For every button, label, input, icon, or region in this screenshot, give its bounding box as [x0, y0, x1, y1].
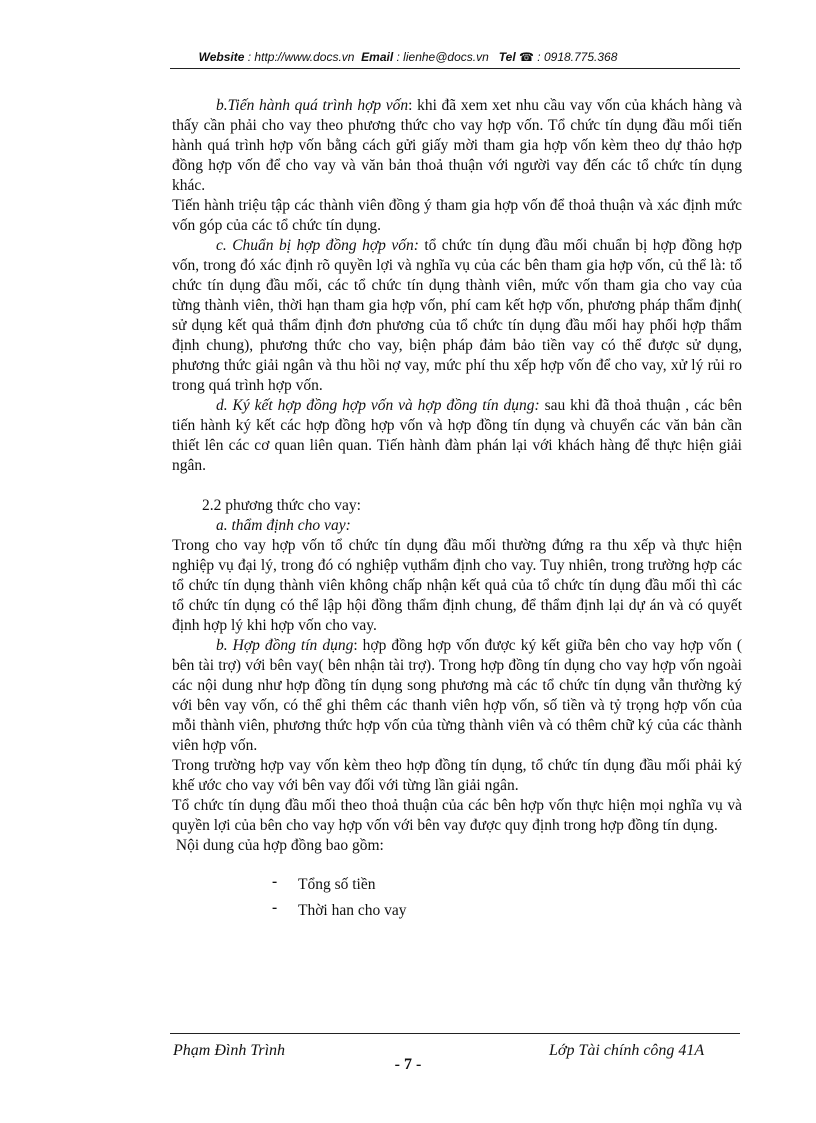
list-item — [272, 872, 742, 898]
page-header — [0, 50, 816, 64]
list-item — [272, 898, 742, 924]
footer-rule — [170, 1033, 740, 1034]
subheading-a-appraisal: a. thẩm định cho vay: — [216, 517, 351, 534]
tel-label: Tel ☎ — [498, 50, 534, 64]
paragraph-text: tổ chức tín dụng đầu mối chuẩn bị hợp đồng hợp vốn, trong đó xác định rõ quyền lợi và nghĩa vụ của các bên tham gia hợp vốn, củ thể là: tổ chức tín dụng đầu mối, các tổ chức tín dụng thành viên, mức vốn tham gia cho vay của từng thành viên, thời hạn tham gia hợp vốn, phí cam kết hợp vốn, phương pháp thẩm định( sử dụng kết quả thẩm định đơn phương của tổ chức tín dụng đầu mối hay phối hợp thẩm định chung), phương thức cho vay, biện pháp đảm bảo tiền vay có thể được sử dụng, phương thức giải ngân và thu hồi nợ vay, mức phí thu xếp hợp vốn để cho vay, xử lý rủi ro trong quá trình hợp vốn. — [172, 237, 742, 394]
paragraph-d-sign — [172, 396, 742, 476]
paragraph-obligations: Tổ chức tín dụng đầu mối theo thoả thuận của các bên hợp vốn thực hiện mọi nghĩa vụ và quyền lợi của bên cho vay hợp vốn với bên vay được quy định trong hợp đồng tín dụng. — [172, 797, 742, 834]
heading-b-process: b.Tiến hành quá trình hợp vốn — [216, 97, 409, 114]
dash-bullet-icon: - — [272, 899, 278, 916]
paragraph-c-prepare — [172, 236, 742, 396]
header-rule — [170, 68, 740, 69]
paragraph-appraisal: Trong cho vay hợp vốn tổ chức tín dụng đầu mối thường đứng ra thu xếp và thực hiện nghiệp vụ đại lý, trong đó có nghiệp vụthẩm định cho vay. Tuy nhiên, trong trường hợp các tổ chức tín dụng thành viên không chấp nhận kết quả của tổ chức tín dụng đầu mối thì các tổ chức tín dụng có thể lập hội đồng thẩm định chung, để thẩm định lại dự án và có quyết định hợp lý khi hợp vốn cho vay. — [172, 537, 742, 634]
footer-class: Lớp Tài chính công 41A — [549, 1042, 705, 1059]
dash-bullet-icon: - — [272, 873, 278, 890]
heading-d-sign: d. Ký kết hợp đồng hợp vốn và hợp đồng tín dụng: — [216, 397, 540, 414]
contents-list — [172, 872, 742, 924]
section-heading: 2.2 phương thức cho vay: — [202, 497, 361, 514]
email-label: Email — [361, 50, 394, 64]
list-item-text: Tổng số tiền — [298, 876, 376, 893]
tel-value: : 0918.775.368 — [537, 50, 618, 64]
paragraph-text: : khi đã xem xet nhu cầu vay vốn của khách hàng và thấy cần phải cho vay theo phương thức cho vay hợp vốn. Tổ chức tín dụng đầu mối tiến hành quá trình hợp vốn bằng cách gửi giấy mời tham gia hợp vốn kèm theo dự thảo hợp đồng hợp vốn để cho vay và văn bản thoả thuận với người vay đến các tổ chức tín dụng khác. — [172, 97, 743, 194]
paragraph-text: : hợp đồng hợp vốn được ký kết giữa bên cho vay hợp vốn ( bên tài trợ) với bên vay( bên nhận tài trợ). Trong hợp đồng tín dụng cho vay hợp vốn ngoài các nội dung như hợp đồng tín dụng song phương mà các tổ chức tín dụng vẫn thường ký với bên vay vốn, có thể ghi thêm các thanh viên hợp vốn, số tiền và tỷ trọng hợp vốn của mỗi thành viên, phương thức hợp vốn của từng thành viên và có thêm chữ ký của các thành viên hợp vốn. — [172, 637, 742, 754]
document-body — [172, 96, 742, 924]
footer-author: Phạm Đình Trình — [173, 1042, 286, 1059]
list-item-text: Thời han cho vay — [298, 902, 407, 919]
paragraph-b-process — [172, 96, 742, 196]
heading-c-prepare: c. Chuẩn bị hợp đồng hợp vốn: — [216, 237, 419, 254]
website-value: : http://www.docs.vn — [247, 50, 355, 64]
paragraph-text: sau khi đã thoả thuận , các bên tiến hành ký kết các hợp đồng hợp vốn và hợp đồng tín dụng và chuyển các văn bản cần thiết lên các cơ quan liên quan. Tiến hành đàm phán lại với khách hàng để thực hiện giải ngân. — [172, 397, 742, 474]
page-number: - 7 - — [394, 1056, 422, 1073]
website-label: Website — [198, 50, 245, 64]
paragraph-convene: Tiến hành triệu tập các thành viên đồng ý tham gia hợp vốn để thoả thuận và xác định mức vốn góp của các tổ chức tín dụng. — [172, 197, 742, 234]
heading-b-contract: b. Hợp đồng tín dụng — [216, 637, 354, 654]
paragraph-loan-agreement: Trong trường hợp vay vốn kèm theo hợp đồng tín dụng, tổ chức tín dụng đầu mối phải ký khế ước cho vay với bên vay đối với từng lần giải ngân. — [172, 757, 742, 794]
paragraph-b-contract — [172, 636, 742, 756]
spacer — [172, 476, 742, 496]
paragraph-contents-intro: Nội dung của hợp đồng bao gồm: — [172, 837, 384, 854]
email-value: : lienhe@docs.vn — [396, 50, 489, 64]
